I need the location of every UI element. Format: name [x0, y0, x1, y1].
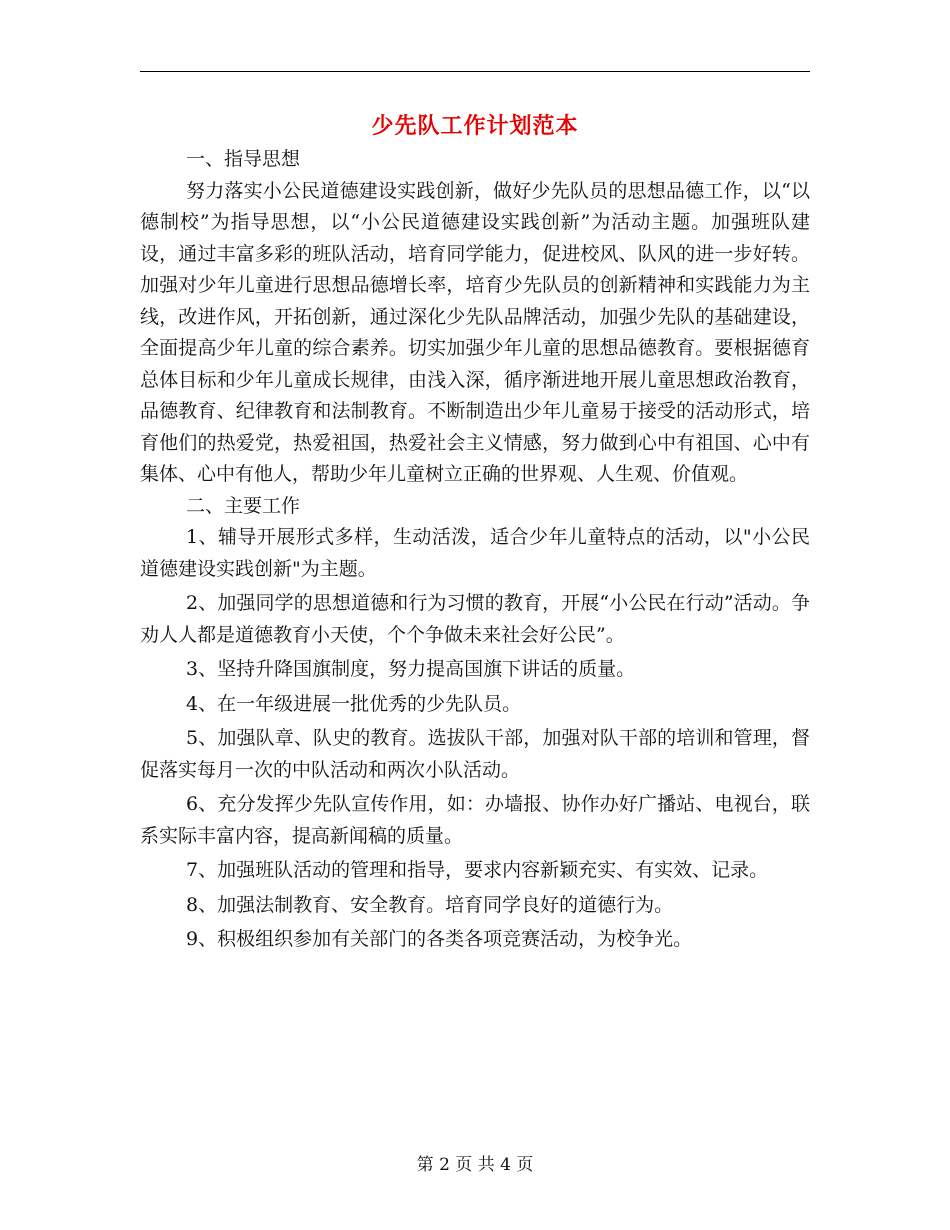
document-body [140, 144, 810, 959]
document-title: 少先队工作计划范本 [371, 113, 579, 139]
section-heading-guiding-ideology: 一、指导思想 [186, 148, 301, 170]
header-rule [140, 71, 810, 72]
main-work-item: 6、充分发挥少先队宣传作用，如：办墙报、协作办好广播站、电视台，联系实际丰富内容，提高新闻稿的质量。 [140, 793, 810, 847]
main-work-item: 4、在一年级进展一批优秀的少先队员。 [186, 692, 522, 715]
main-work-item: 8、加强法制教育、安全教育。培育同学良好的道德行为。 [186, 893, 674, 916]
guiding-ideology-paragraph: 努力落实小公民道德建设实践创新，做好少先队员的思想品德工作，以“以德制校”为指导思想，以“小公民道德建设实践创新”为活动主题。加强班队建设，通过丰富多彩的班队活动，培育同学能力，促进校风、队风的进一步好转。加强对少年儿童进行思想品德增长率，培育少先队员的创新精神和实践能力为主线，改进作风，开拓创新，通过深化少先队品牌活动，加强少先队的基础建设，全面提高少年儿童的综合素养。切实加强少年儿童的思想品德教育。要根据德育总体目标和少年儿童成长规律，由浅入深，循序渐进地开展儿童思想政治教育，品德教育、纪律教育和法制教育。不断制造出少年儿童易于接受的活动形式，培育他们的热爱党，热爱祖国，热爱社会主义情感，努力做到心中有祖国、心中有集体、心中有他人，帮助少年儿童树立正确的世界观、人生观、价值观。 [140, 179, 810, 485]
main-work-item: 7、加强班队活动的管理和指导，要求内容新颖充实、有实效、记录。 [186, 859, 769, 881]
main-work-item: 1、辅导开展形式多样，生动活泼，适合少年儿童特点的活动，以"小公民道德建设实践创新"为主题。 [140, 526, 810, 580]
page-number: 第 2 页 共 4 页 [416, 1155, 534, 1175]
main-work-item: 9、积极组织参加有关部门的各类各项竞赛活动，为校争光。 [186, 928, 693, 950]
main-work-item: 3、坚持升降国旗制度，努力提高国旗下讲话的质量。 [186, 658, 636, 680]
main-work-item: 5、加强队章、队史的教育。选拔队干部，加强对队干部的培训和管理，督促落实每月一次的中队活动和两次小队活动。 [140, 727, 810, 781]
main-work-item: 2、加强同学的思想道德和行为习惯的教育，开展“小公民在行动”活动。争劝人人都是道德教育小天使，个个争做未来社会好公民”。 [140, 592, 810, 646]
section-heading-main-work: 二、主要工作 [186, 494, 301, 517]
